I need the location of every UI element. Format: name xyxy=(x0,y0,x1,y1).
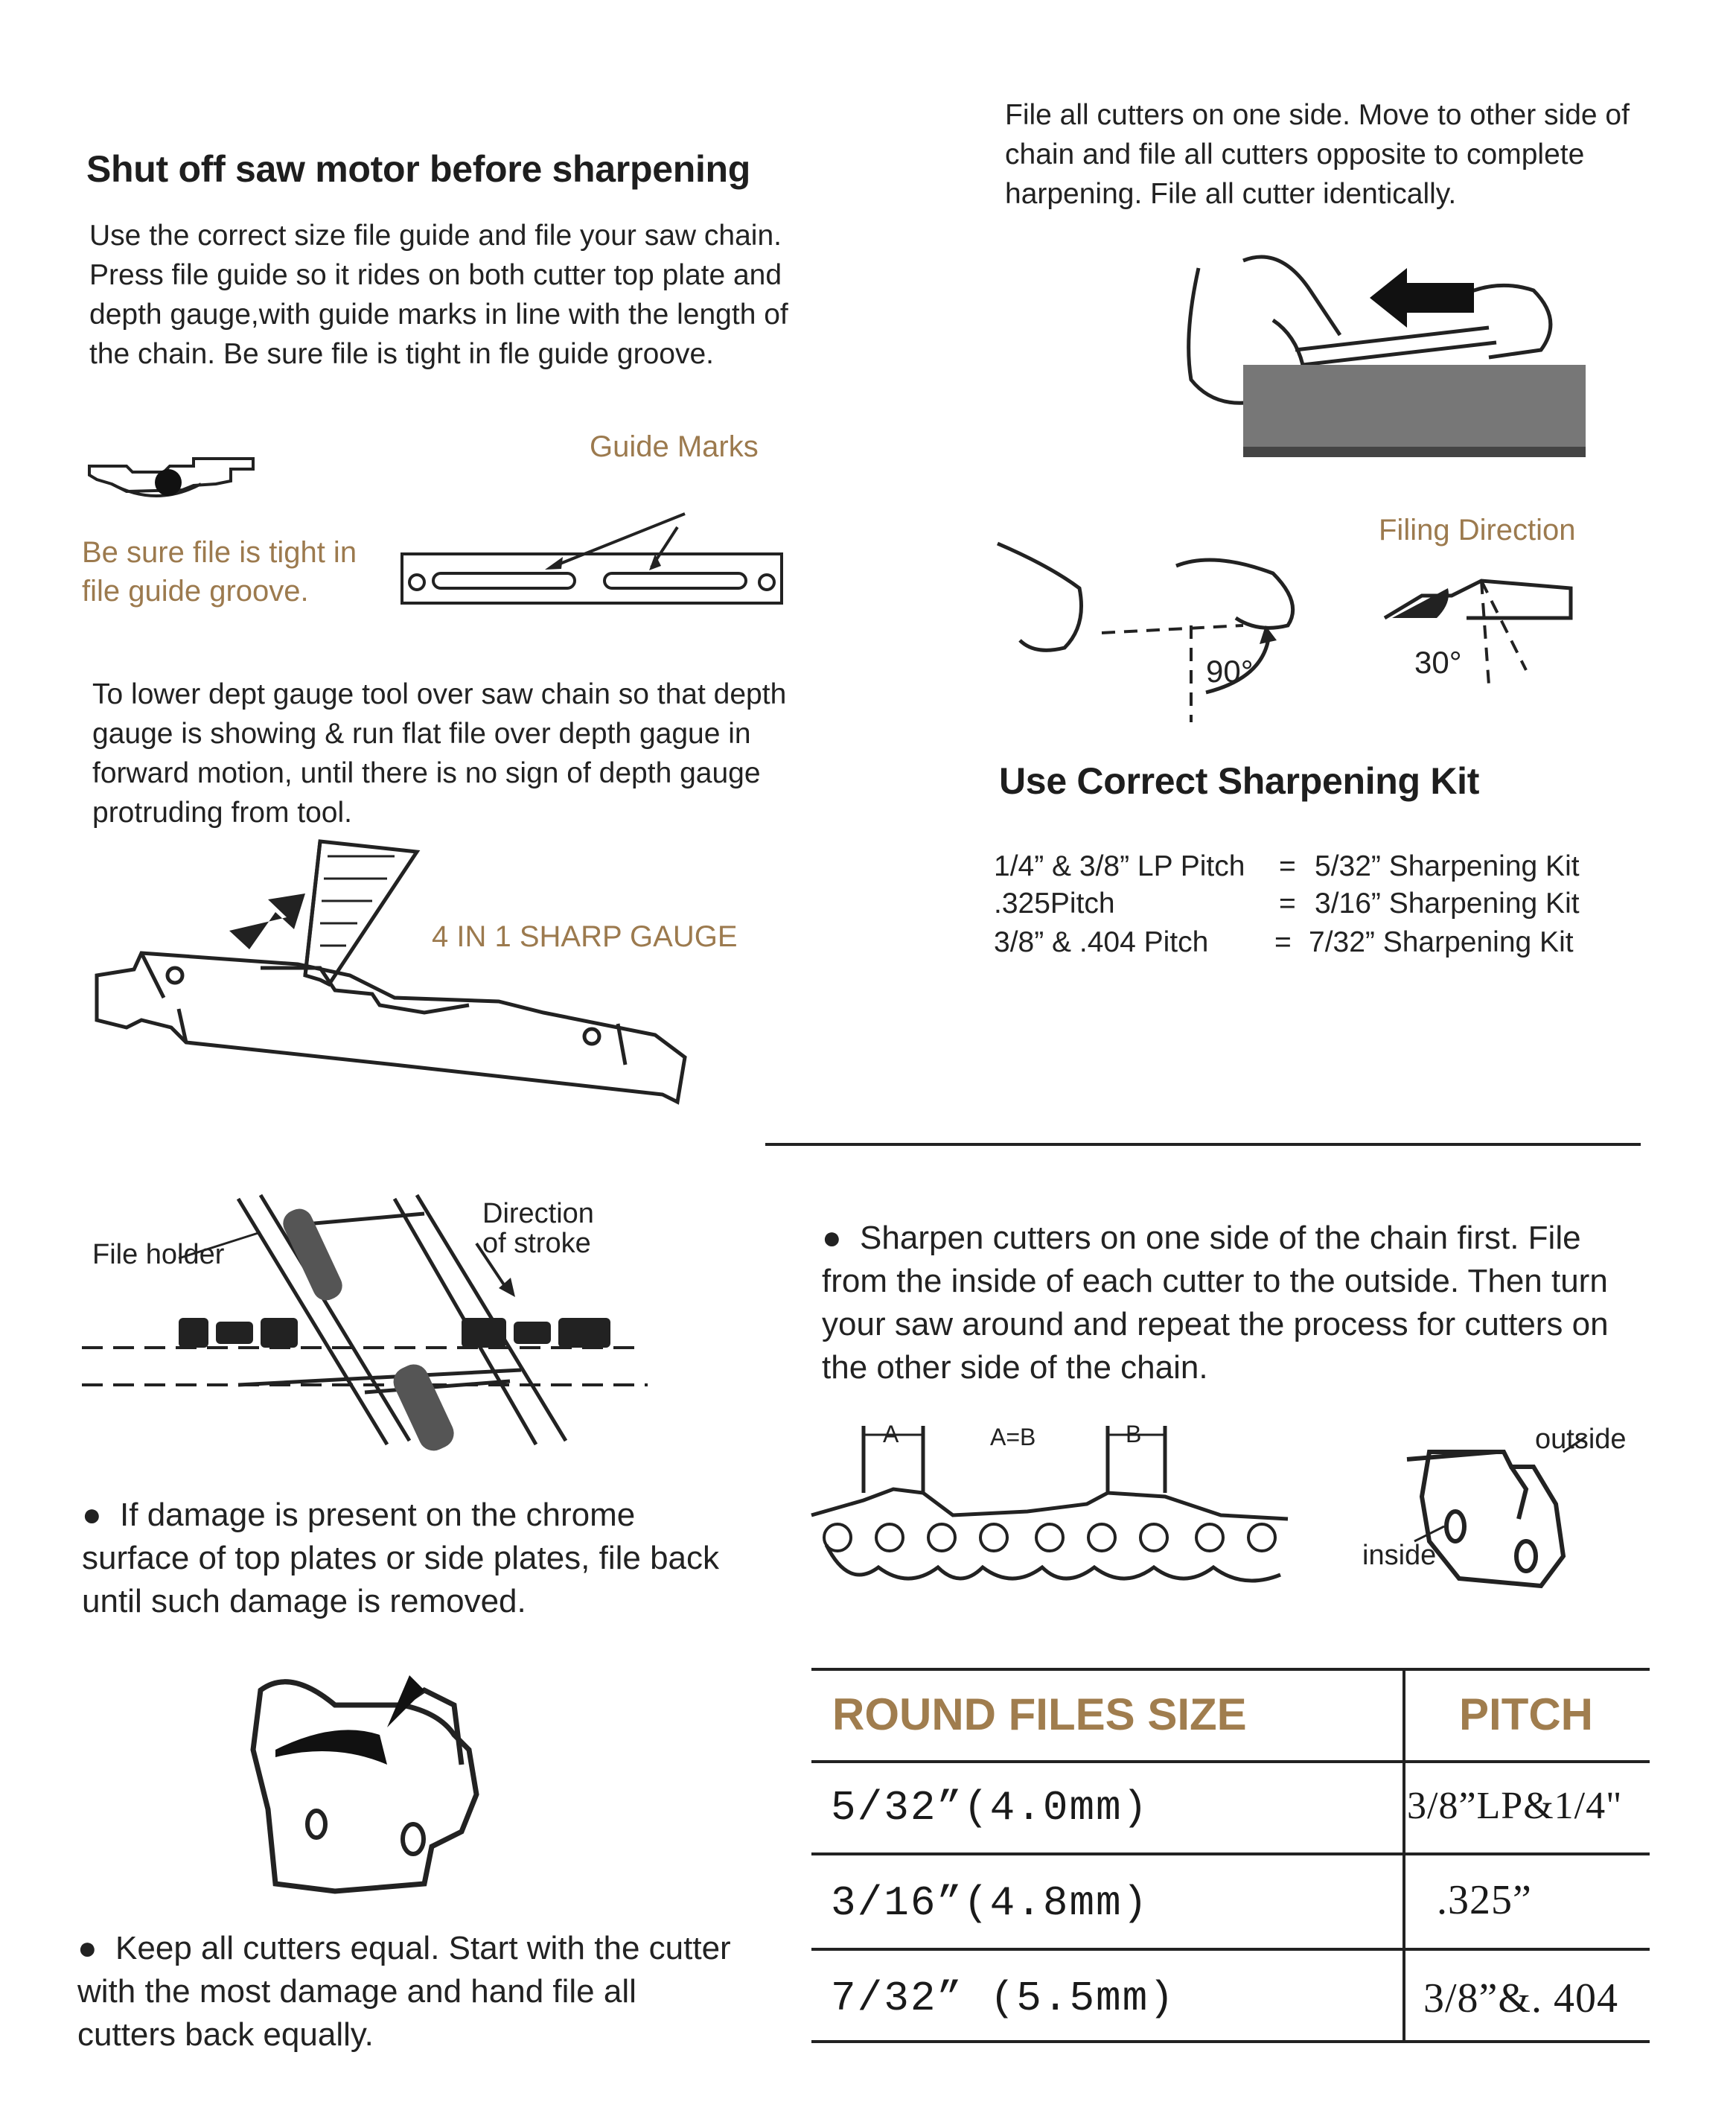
kit-row-pitch: 1/4” & 3/8” LP Pitch xyxy=(994,850,1245,882)
table-column-divider xyxy=(1402,1668,1405,2043)
table-cell-size: 7/32” (5.5mm) xyxy=(831,1975,1175,2022)
bullet-icon: ● xyxy=(822,1220,842,1256)
table-cell-size: 5/32”(4.0mm) xyxy=(831,1784,1149,1832)
damage-bullet xyxy=(82,1494,722,1623)
damage-text: If damage is present on the chrome surface of top plates or side plates, file back until such damage is removed. xyxy=(82,1497,720,1619)
sharpen-text: Sharpen cutters on one side of the chain first. File from the inside of each cutter to the outside. Then turn your saw around and repeat the process for cutters on the other side of the chain. xyxy=(822,1220,1609,1386)
tight-label-line-1: Be sure file is tight in xyxy=(82,536,357,569)
kit-title: Use Correct Sharpening Kit xyxy=(999,760,1480,802)
kit-row-eq: = xyxy=(1279,850,1296,882)
tight-label xyxy=(82,533,357,611)
table-cell-pitch: 3/8”LP&1/4" xyxy=(1407,1785,1623,1827)
a-label: A xyxy=(883,1421,899,1447)
sharpen-bullet xyxy=(822,1217,1648,1389)
header-pitch: PITCH xyxy=(1459,1689,1593,1739)
intro-paragraph: Use the correct size file guide and file your saw chain. Press file guide so it rides on both cutter top plate and depth gauge,with guide marks in line with the length of the chain. Be sure file is tight in fle guide groove. xyxy=(89,220,788,370)
table-rule xyxy=(811,1852,1650,1855)
table-cell-size: 3/16”(4.8mm) xyxy=(831,1879,1149,1927)
table-rule xyxy=(811,1948,1650,1951)
sharp-gauge-label: 4 IN 1 SHARP GAUGE xyxy=(432,920,738,953)
damaged-cutter-illustration xyxy=(246,1660,491,1899)
cutter-inside-outside-illustration xyxy=(1400,1437,1586,1601)
kit-row-eq: = xyxy=(1279,888,1296,920)
kit-row-kit: 3/16” Sharpening Kit xyxy=(1315,888,1580,920)
depth-gauge-paragraph: To lower dept gauge tool over saw chain so that depth gauge is showing & run flat file over depth gague in forward motion, until there is no sign of depth gauge protruding from tool. xyxy=(92,678,787,829)
tight-label-line-2: file guide groove. xyxy=(82,575,309,608)
angle-90-label: 90° xyxy=(1206,654,1254,689)
chain-ab-illustration xyxy=(804,1418,1303,1612)
table-cell-pitch: 3/8”&. 404 xyxy=(1423,1975,1618,2022)
right-intro-paragraph: File all cutters on one side. Move to other side of chain and file all cutters opposite to complete harpening. File all cutter identically. xyxy=(1005,99,1630,210)
kit-row-pitch: 3/8” & .404 Pitch xyxy=(994,926,1209,958)
equal-bullet xyxy=(77,1927,733,2056)
bullet-icon: ● xyxy=(82,1497,102,1533)
direction-label-line-2: of stroke xyxy=(482,1228,591,1259)
angle-30-label: 30° xyxy=(1414,645,1462,680)
filing-angle-illustration xyxy=(990,536,1586,730)
file-guide-side-illustration xyxy=(82,439,261,506)
section-divider xyxy=(765,1143,1641,1146)
inside-label: inside xyxy=(1362,1540,1437,1571)
equal-text: Keep all cutters equal. Start with the cutter with the most damage and hand file all cutters back equally. xyxy=(77,1930,731,2053)
guide-marks-label: Guide Marks xyxy=(590,430,759,463)
ab-label: A=B xyxy=(990,1424,1036,1450)
kit-row-pitch: .325Pitch xyxy=(994,888,1115,920)
page-title: Shut off saw motor before sharpening xyxy=(86,148,751,190)
kit-row-kit: 7/32” Sharpening Kit xyxy=(1309,926,1574,958)
table-rule-top xyxy=(811,1668,1650,1671)
filing-direction-label: Filing Direction xyxy=(1379,514,1576,547)
table-rule xyxy=(811,1760,1650,1763)
kit-row-eq: = xyxy=(1274,926,1292,958)
direction-label xyxy=(482,1199,594,1258)
header-round-files-size: ROUND FILES SIZE xyxy=(832,1689,1247,1739)
bullet-icon: ● xyxy=(77,1930,98,1966)
sharp-gauge-illustration xyxy=(97,841,692,1124)
outside-label: outside xyxy=(1535,1424,1627,1455)
file-holder-label: File holder xyxy=(92,1239,225,1270)
b-label: B xyxy=(1126,1421,1142,1447)
direction-label-line-1: Direction xyxy=(482,1198,594,1229)
kit-row-kit: 5/32” Sharpening Kit xyxy=(1315,850,1580,882)
file-guide-bar-illustration xyxy=(387,514,804,633)
table-cell-pitch: .325” xyxy=(1437,1877,1532,1923)
table-rule-bottom xyxy=(811,2040,1650,2043)
filing-hands-illustration xyxy=(1176,246,1593,514)
